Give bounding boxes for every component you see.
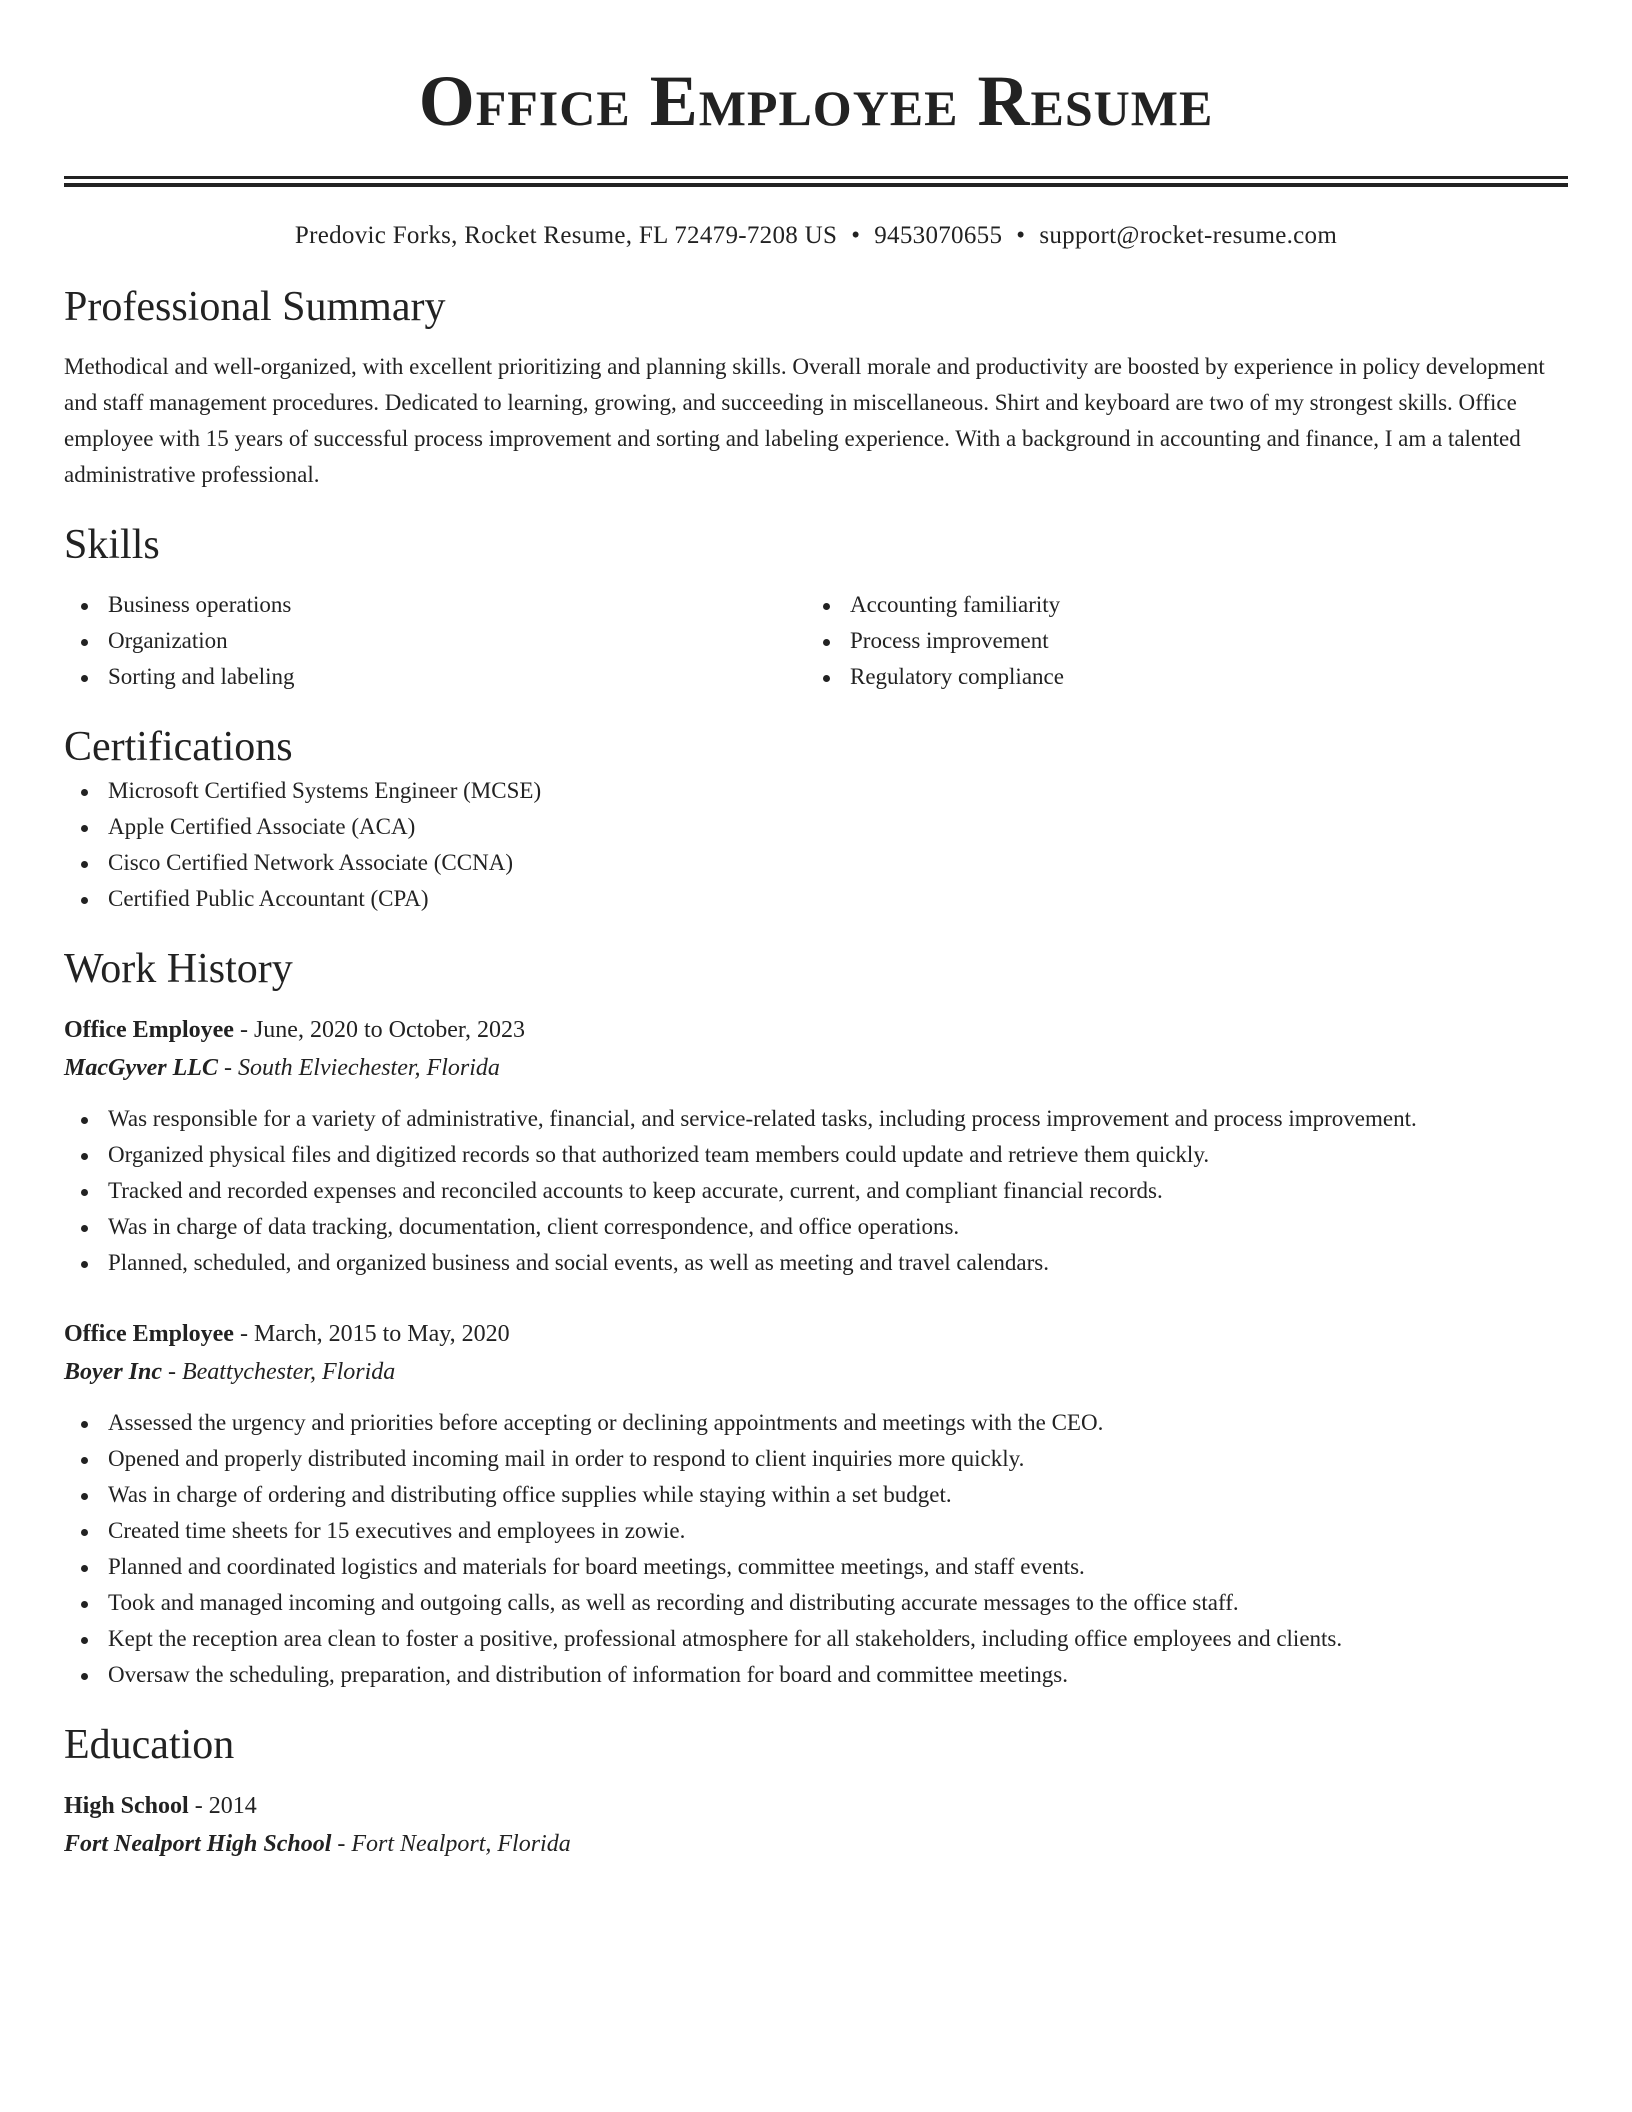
job-dates: - June, 2020 to October, 2023: [233, 1017, 525, 1043]
job-duty: Was in charge of ordering and distributing office supplies while staying within a set budget.: [64, 1477, 1568, 1513]
job-duty: Tracked and recorded expenses and reconciled accounts to keep accurate, current, and compliant financial records.: [64, 1173, 1568, 1209]
contact-address: Predovic Forks, Rocket Resume, FL 72479-7208 US: [294, 222, 838, 249]
summary-section: [64, 281, 1568, 493]
job-duty: Oversaw the scheduling, preparation, and distribution of information for board and committee meetings.: [64, 1657, 1568, 1693]
skill-item: Sorting and labeling: [64, 659, 806, 695]
work-history-section: [64, 943, 1568, 1693]
company-location: - Beattychester, Florida: [162, 1359, 396, 1385]
summary-heading: Professional Summary: [64, 284, 446, 330]
contact-separator: •: [851, 222, 861, 249]
skills-column-right: [806, 587, 1548, 695]
job-duty: Planned and coordinated logistics and materials for board meetings, committee meetings, and staff events.: [64, 1549, 1568, 1585]
certification-item: Apple Certified Associate (ACA): [64, 809, 1568, 845]
job-duty: Assessed the urgency and priorities before accepting or declining appointments and meetings with the CEO.: [64, 1405, 1568, 1441]
certification-item: Microsoft Certified Systems Engineer (MCSE): [64, 773, 1568, 809]
work-history-heading: Work History: [64, 946, 293, 992]
certifications-section: [64, 721, 1568, 917]
job-title: Office Employee: [64, 1017, 234, 1043]
graduation-year: - 2014: [188, 1793, 257, 1819]
contact-separator: •: [1016, 222, 1026, 249]
company-line: [64, 1049, 1568, 1087]
title-double-rule: [64, 176, 1568, 187]
job-duty: Was responsible for a variety of administrative, financial, and service-related tasks, including process improvement and process improvement.: [64, 1101, 1568, 1137]
job-entry: [64, 1315, 1568, 1693]
certifications-list: [64, 773, 1568, 917]
resume-title: Office Employee Resume: [418, 61, 1214, 141]
contact-phone: 9453070655: [874, 222, 1003, 249]
certification-item: Cisco Certified Network Associate (CCNA): [64, 845, 1568, 881]
skill-item: Business operations: [64, 587, 806, 623]
job-duty: Planned, scheduled, and organized business and social events, as well as meeting and travel calendars.: [64, 1245, 1568, 1281]
skill-item: Organization: [64, 623, 806, 659]
school-name: Fort Nealport High School: [64, 1831, 332, 1857]
job-duties-list: [64, 1405, 1568, 1693]
job-entry: [64, 1011, 1568, 1281]
skills-section: [64, 519, 1568, 695]
company-location: - South Elviechester, Florida: [217, 1055, 500, 1081]
certification-item: Certified Public Accountant (CPA): [64, 881, 1568, 917]
job-title-line: [64, 1011, 1568, 1049]
job-duty: Created time sheets for 15 executives and employees in zowie.: [64, 1513, 1568, 1549]
contact-line: [64, 219, 1568, 253]
job-title-line: [64, 1315, 1568, 1353]
degree: High School: [64, 1793, 189, 1819]
skill-item: Accounting familiarity: [806, 587, 1548, 623]
job-duty: Kept the reception area clean to foster a positive, professional atmosphere for all stakeholders, including office employees and clients.: [64, 1621, 1568, 1657]
education-heading: Education: [64, 1722, 235, 1768]
certifications-heading: Certifications: [64, 724, 293, 770]
skills-column-left: [64, 587, 806, 695]
education-section: [64, 1719, 1568, 1863]
education-entry: [64, 1787, 1568, 1863]
job-duty: Opened and properly distributed incoming mail in order to respond to client inquiries more quickly.: [64, 1441, 1568, 1477]
company-name: Boyer Inc: [64, 1359, 162, 1385]
job-duties-list: [64, 1101, 1568, 1281]
skills-grid: [64, 587, 1568, 695]
job-dates: - March, 2015 to May, 2020: [233, 1321, 510, 1347]
job-duty: Took and managed incoming and outgoing calls, as well as recording and distributing accurate messages to the office staff.: [64, 1585, 1568, 1621]
skill-item: Process improvement: [806, 623, 1548, 659]
skills-heading: Skills: [64, 522, 160, 568]
job-title: Office Employee: [64, 1321, 234, 1347]
company-name: MacGyver LLC: [64, 1055, 218, 1081]
job-duty: Was in charge of data tracking, documentation, client correspondence, and office operations.: [64, 1209, 1568, 1245]
skill-item: Regulatory compliance: [806, 659, 1548, 695]
job-duty: Organized physical files and digitized records so that authorized team members could update and retrieve them quickly.: [64, 1137, 1568, 1173]
school-location: - Fort Nealport, Florida: [331, 1831, 571, 1857]
company-line: [64, 1353, 1568, 1391]
contact-email: support@rocket-resume.com: [1039, 222, 1338, 249]
degree-line: [64, 1787, 1568, 1825]
school-line: [64, 1825, 1568, 1863]
summary-text: Methodical and well-organized, with excellent prioritizing and planning skills. Overall morale and productivity are boosted by experience in policy development and staff management procedures. Dedicated to learning, growing, and succeeding in miscellaneous. Shirt and keyboard are two of my strongest skills. Office employee with 15 years of successful process improvement and sorting and labeling experience. With a background in accounting and finance, I am a talented administrative professional.: [64, 354, 1545, 487]
